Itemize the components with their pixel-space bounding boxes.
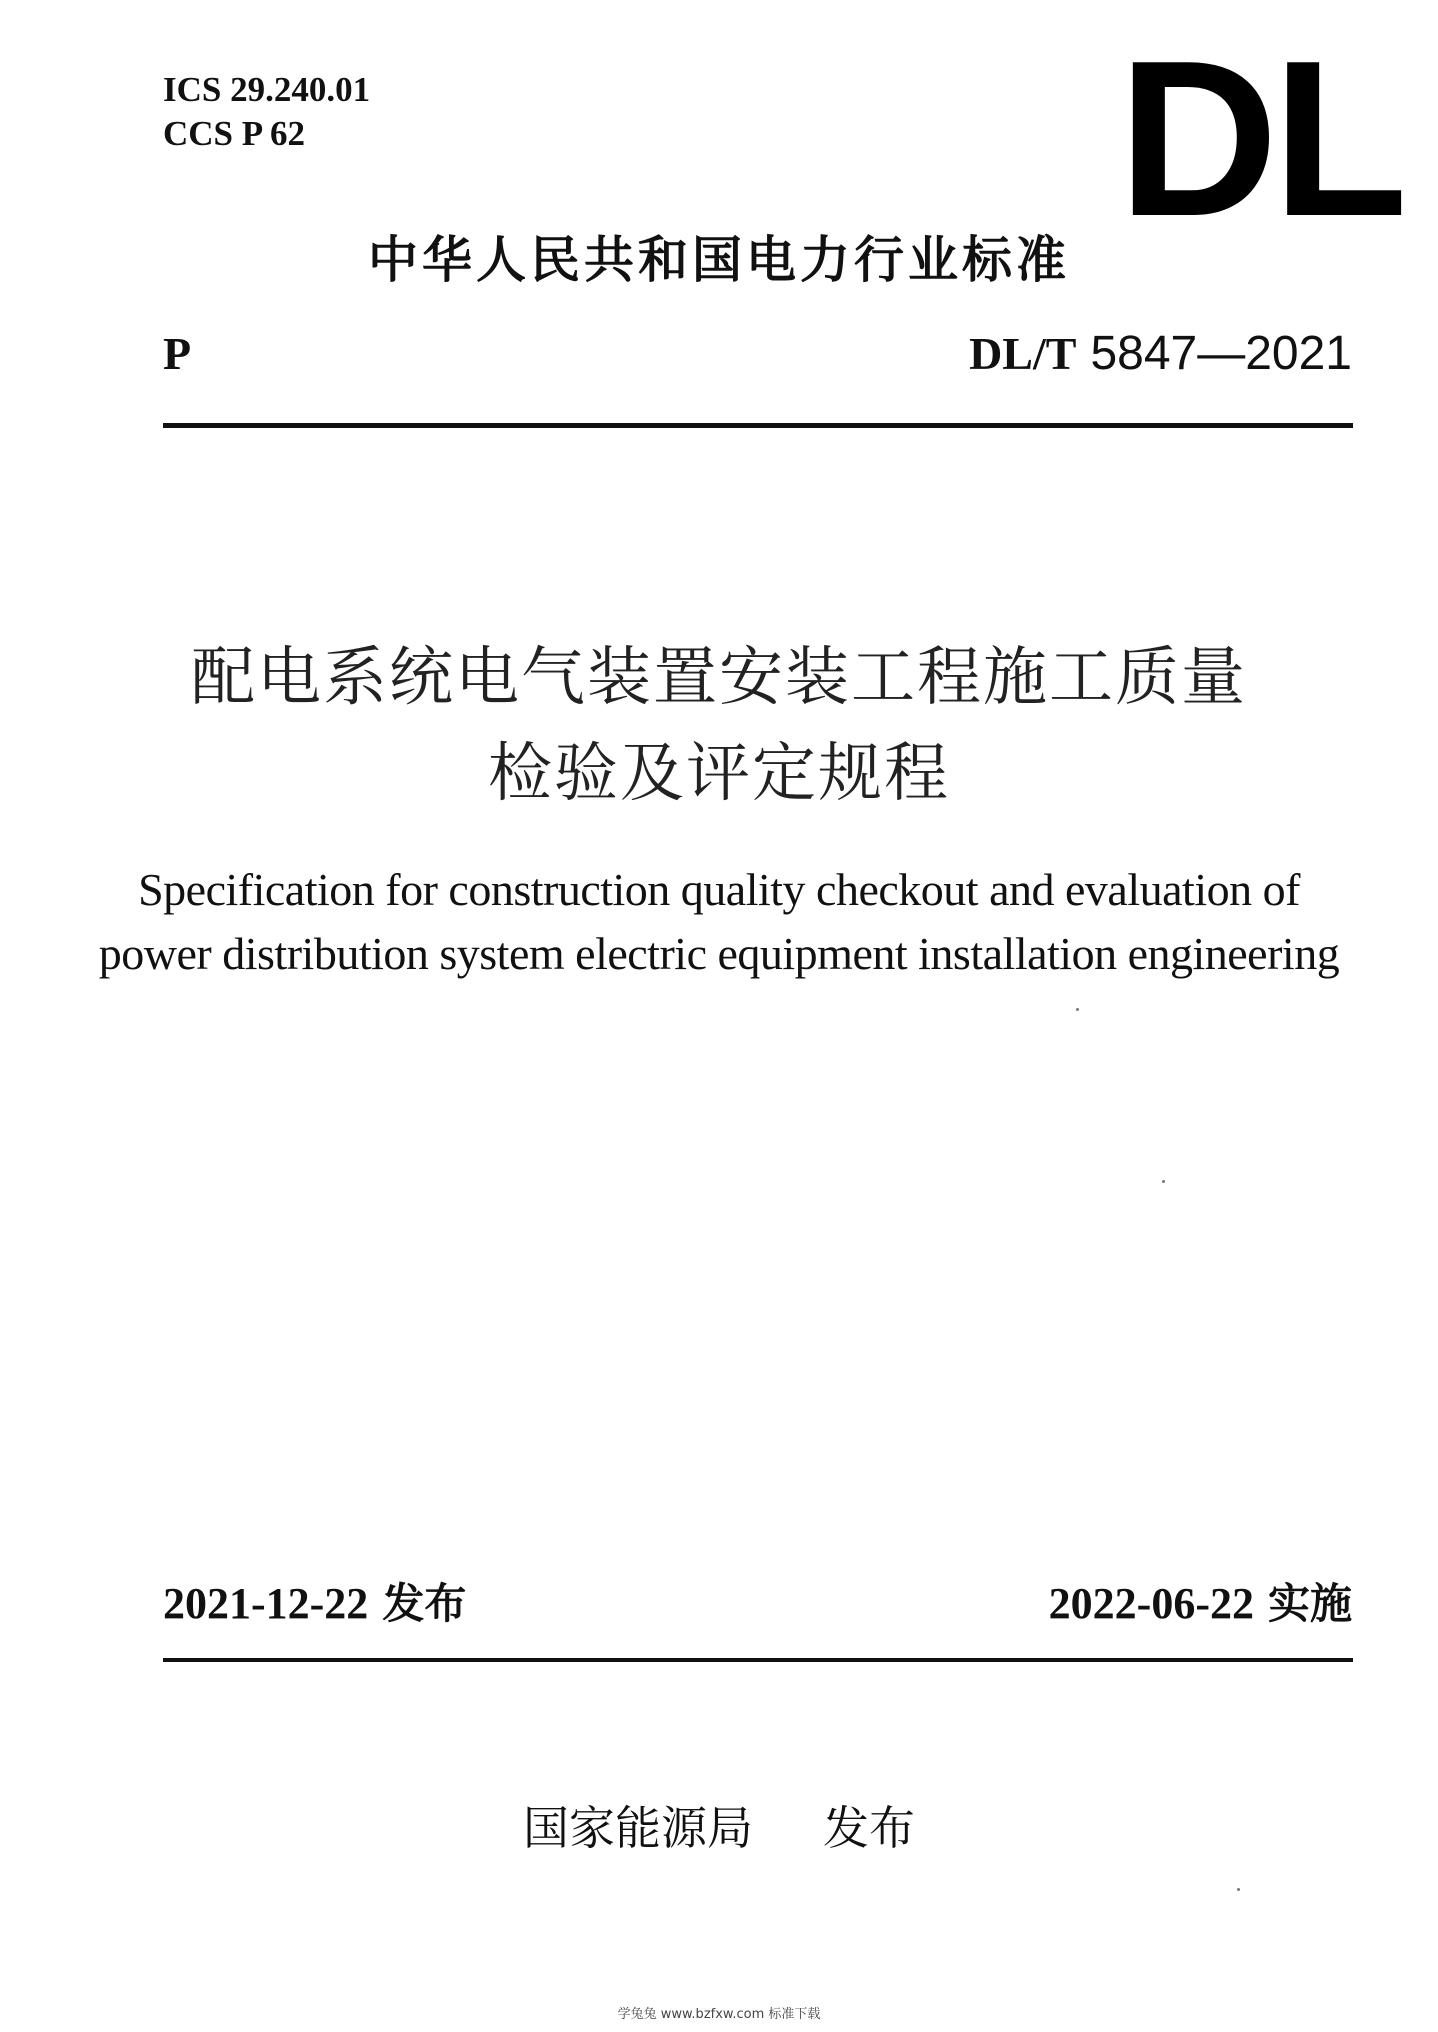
effective-date: 2022-06-22 bbox=[1048, 1579, 1254, 1628]
header-divider bbox=[163, 423, 1353, 428]
scan-speck bbox=[1237, 1888, 1240, 1891]
watermark: 学兔兔 www.bzfxw.com 标准下载 bbox=[617, 2007, 821, 2022]
title-en-line1: Specification for construction quality checkout and evaluation of bbox=[138, 864, 1300, 915]
standard-code: 5847—2021 bbox=[1090, 327, 1352, 380]
document-title-en bbox=[0, 858, 1438, 986]
issuer-line bbox=[0, 1798, 1438, 1858]
document-title-cn bbox=[0, 630, 1438, 822]
standard-prefix: DL/T bbox=[969, 328, 1077, 379]
footer-divider bbox=[163, 1658, 1353, 1662]
title-en-line2: power distribution system electric equipment installation engineering bbox=[98, 928, 1340, 979]
issuer-verb: 发布 bbox=[823, 1801, 915, 1855]
category-letter: P bbox=[163, 328, 192, 379]
ccs-code: CCS P 62 bbox=[163, 114, 305, 153]
title-cn-line1: 配电系统电气装置安装工程施工质量 bbox=[191, 641, 1247, 715]
issuer-name: 国家能源局 bbox=[523, 1801, 753, 1855]
industry-standard-title: 中华人民共和国电力行业标准 bbox=[368, 231, 1070, 289]
classification-codes bbox=[163, 68, 370, 156]
effective-label: 实施 bbox=[1267, 1579, 1352, 1628]
publish-date: 2021-12-22 bbox=[163, 1579, 369, 1628]
scan-speck bbox=[1162, 1180, 1165, 1183]
standard-number bbox=[969, 326, 1352, 382]
ics-code: ICS 29.240.01 bbox=[163, 70, 371, 109]
effective-date-block bbox=[1049, 1576, 1352, 1632]
publish-date-block bbox=[163, 1576, 466, 1632]
publish-label: 发布 bbox=[382, 1579, 467, 1628]
dl-logo: DL bbox=[1118, 15, 1402, 263]
title-cn-line2: 检验及评定规程 bbox=[488, 737, 950, 811]
scan-speck bbox=[1076, 1008, 1079, 1011]
